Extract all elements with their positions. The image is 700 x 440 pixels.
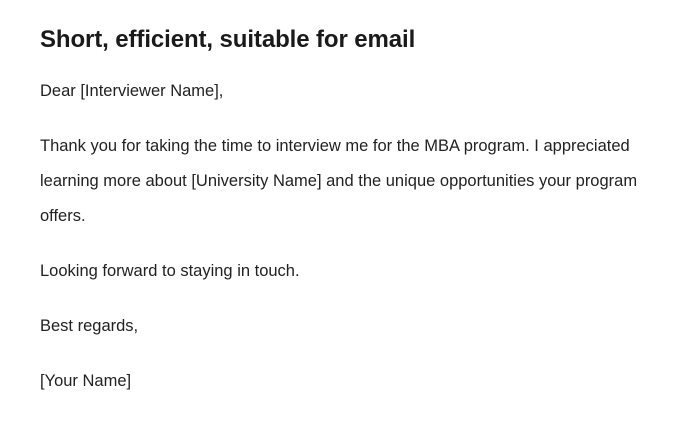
- page-title: Short, efficient, suitable for email: [40, 26, 416, 53]
- signature-name-paragraph: [Your Name]: [40, 372, 132, 390]
- body-paragraph: Thank you for taking the time to interview me for the MBA program. I appreciated learning more about [University Name] and the unique opportunities your program offers.: [40, 137, 638, 225]
- closing-line-paragraph: Looking forward to staying in touch.: [40, 262, 300, 280]
- signoff-paragraph: Best regards,: [40, 317, 139, 335]
- salutation-paragraph: Dear [Interviewer Name],: [40, 82, 224, 100]
